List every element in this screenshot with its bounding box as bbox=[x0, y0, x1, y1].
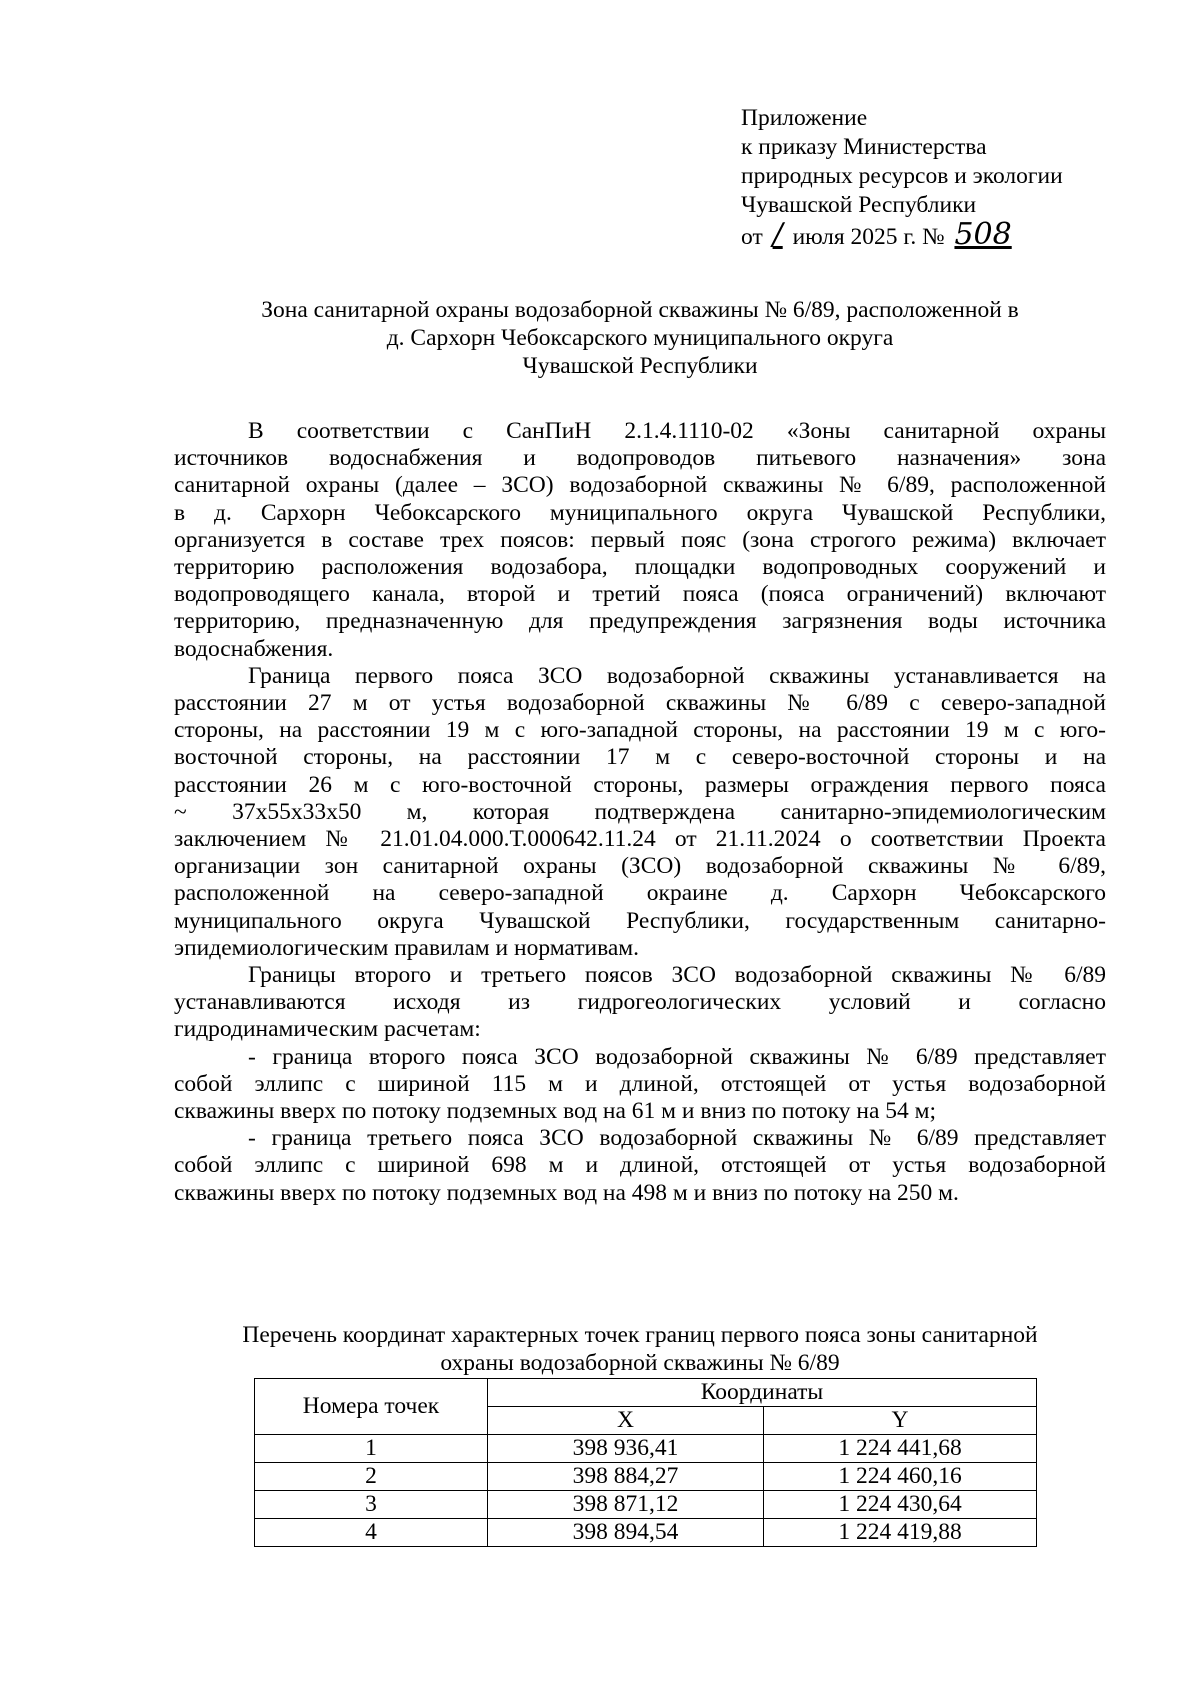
paragraph-line: организации зон санитарной охраны (ЗСО) водозаборной скважины № 6/89, bbox=[174, 853, 1106, 880]
cell-y: 1 224 419,88 bbox=[764, 1519, 1037, 1547]
date-prefix: от bbox=[741, 224, 763, 250]
table-row bbox=[255, 1435, 1037, 1463]
cell-y: 1 224 430,64 bbox=[764, 1491, 1037, 1519]
paragraph-line: заключением № 21.01.04.000.Т.000642.11.24 от 21.11.2024 о соответствии Проекта bbox=[174, 826, 1106, 853]
date-rest: июля 2025 г. № bbox=[792, 224, 945, 250]
document-title bbox=[170, 296, 1110, 380]
cell-x: 398 884,27 bbox=[488, 1463, 764, 1491]
cell-y: 1 224 441,68 bbox=[764, 1435, 1037, 1463]
appendix-date-line bbox=[741, 217, 1063, 252]
paragraph-line: организуется в составе трех поясов: первый пояс (зона строгого режима) включает bbox=[174, 526, 1106, 553]
document-body bbox=[174, 418, 1106, 1207]
body-paragraph bbox=[174, 962, 1106, 1044]
paragraph-line: водопроводящего канала, второй и третий пояса (пояса ограничений) включают bbox=[174, 581, 1106, 608]
paragraph-line: расположенной на северо-западной окраине д. Сархорн Чебоксарского bbox=[174, 880, 1106, 907]
body-paragraph bbox=[174, 663, 1106, 962]
paragraph-line: - граница третьего пояса ЗСО водозаборной скважины № 6/89 представляет bbox=[248, 1125, 1106, 1152]
cell-point: 4 bbox=[255, 1519, 488, 1547]
paragraph-line: собой эллипс с шириной 115 м и длиной, отстоящей от устья водозаборной bbox=[174, 1070, 1106, 1097]
cell-x: 398 871,12 bbox=[488, 1491, 764, 1519]
cell-point: 3 bbox=[255, 1491, 488, 1519]
paragraph-line: устанавливаются исходя из гидрогеологических условий и согласно bbox=[174, 989, 1106, 1016]
table-row bbox=[255, 1491, 1037, 1519]
paragraph-line: водоснабжения. bbox=[174, 635, 334, 662]
title-line: Зона санитарной охраны водозаборной скважины № 6/89, расположенной в bbox=[261, 297, 1019, 323]
paragraph-line: расстоянии 26 м с юго-восточной стороны, размеры ограждения первого пояса bbox=[174, 771, 1106, 798]
body-paragraph bbox=[174, 418, 1106, 663]
table-caption bbox=[140, 1321, 1140, 1377]
paragraph-line: санитарной охраны (далее – ЗСО) водозаборной скважины № 6/89, расположенной bbox=[174, 472, 1106, 499]
appendix-line: к приказу Министерства bbox=[741, 134, 987, 160]
header-y: Y bbox=[764, 1407, 1037, 1435]
cell-point: 2 bbox=[255, 1463, 488, 1491]
caption-line: Перечень координат характерных точек границ первого пояса зоны санитарной bbox=[242, 1322, 1038, 1348]
appendix-header bbox=[741, 104, 1063, 252]
body-paragraph bbox=[174, 1125, 1106, 1207]
table-header-row bbox=[255, 1379, 1037, 1407]
paragraph-line: скважины вверх по потоку подземных вод на 61 м и вниз по потоку на 54 м; bbox=[174, 1098, 937, 1125]
cell-point: 1 bbox=[255, 1435, 488, 1463]
handwritten-order-number: 508 bbox=[954, 217, 1012, 252]
header-x: X bbox=[488, 1407, 764, 1435]
cell-x: 398 936,41 bbox=[488, 1435, 764, 1463]
paragraph-line: территорию расположения водозабора, площадки водопроводных сооружений и bbox=[174, 554, 1106, 581]
cell-x: 398 894,54 bbox=[488, 1519, 764, 1547]
title-line: д. Сархорн Чебоксарского муниципального округа bbox=[386, 325, 894, 351]
paragraph-line: ~ 37х55х33х50 м, которая подтверждена санитарно-эпидемиологическим bbox=[174, 798, 1106, 825]
paragraph-line: муниципального округа Чувашской Республики, государственным санитарно- bbox=[174, 907, 1106, 934]
appendix-line: Приложение bbox=[741, 105, 868, 131]
paragraph-line: собой эллипс с шириной 698 м и длиной, отстоящей от устья водозаборной bbox=[174, 1152, 1106, 1179]
header-coordinates: Координаты bbox=[488, 1379, 1037, 1407]
paragraph-line: гидродинамическим расчетам: bbox=[174, 1016, 481, 1043]
paragraph-line: территорию, предназначенную для предупреждения загрязнения воды источника bbox=[174, 608, 1106, 635]
header-points: Номера точек bbox=[255, 1379, 488, 1435]
caption-line: охраны водозаборной скважины № 6/89 bbox=[440, 1350, 840, 1376]
paragraph-line: - граница второго пояса ЗСО водозаборной скважины № 6/89 представляет bbox=[248, 1043, 1106, 1070]
coordinates-table bbox=[254, 1378, 1037, 1547]
paragraph-line: источников водоснабжения и водопроводов питьевого назначения» зона bbox=[174, 445, 1106, 472]
paragraph-line: скважины вверх по потоку подземных вод на 498 м и вниз по потоку на 250 м. bbox=[174, 1179, 959, 1206]
appendix-line: природных ресурсов и экологии bbox=[741, 163, 1063, 189]
paragraph-line: восточной стороны, на расстоянии 17 м с северо-восточной стороны и на bbox=[174, 744, 1106, 771]
paragraph-line: эпидемиологическим правилам и нормативам. bbox=[174, 934, 640, 961]
cell-y: 1 224 460,16 bbox=[764, 1463, 1037, 1491]
paragraph-line: Границы второго и третьего поясов ЗСО водозаборной скважины № 6/89 bbox=[248, 962, 1106, 989]
paragraph-line: расстоянии 27 м от устья водозаборной скважины № 6/89 с северо-западной bbox=[174, 690, 1106, 717]
table-row bbox=[255, 1519, 1037, 1547]
paragraph-line: стороны, на расстоянии 19 м с юго-западной стороны, на расстоянии 19 м с юго- bbox=[174, 717, 1106, 744]
body-paragraph bbox=[174, 1044, 1106, 1126]
paragraph-line: Граница первого пояса ЗСО водозаборной скважины устанавливается на bbox=[248, 662, 1106, 689]
appendix-line: Чувашской Республики bbox=[741, 192, 977, 218]
handwritten-day: / bbox=[772, 217, 783, 252]
title-line: Чувашской Республики bbox=[522, 353, 758, 379]
paragraph-line: в д. Сархорн Чебоксарского муниципального округа Чувашской Республики, bbox=[174, 499, 1106, 526]
paragraph-line: В соответствии с СанПиН 2.1.4.1110-02 «Зоны санитарной охраны bbox=[248, 418, 1106, 444]
table-row bbox=[255, 1463, 1037, 1491]
